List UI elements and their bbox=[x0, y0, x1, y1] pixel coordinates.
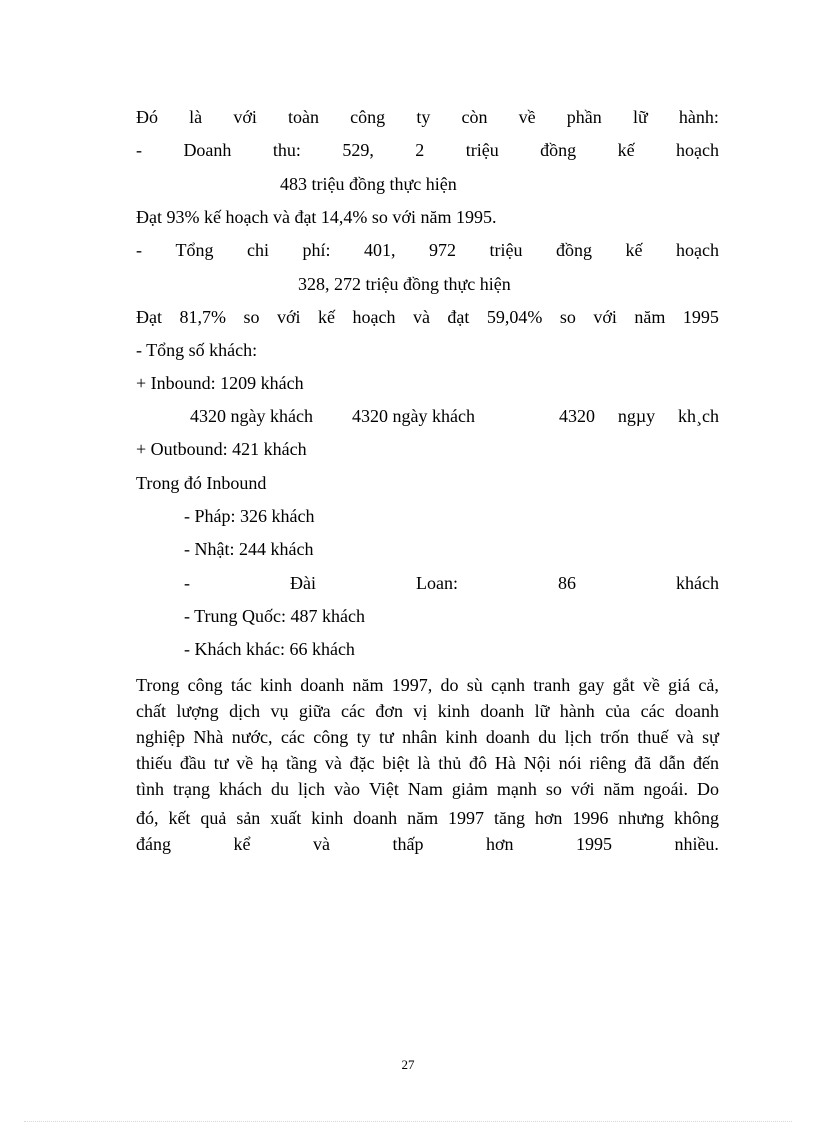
word: năm bbox=[603, 779, 635, 799]
word: về bbox=[518, 107, 536, 127]
word: đạt bbox=[447, 307, 470, 327]
text-line-revenue-plan bbox=[136, 139, 719, 161]
word: lịch bbox=[297, 779, 325, 799]
word: doanh bbox=[480, 701, 525, 721]
word: Việt bbox=[368, 779, 399, 799]
word: hơn bbox=[534, 808, 563, 828]
word: ty bbox=[416, 107, 431, 127]
word: thấp bbox=[392, 834, 424, 854]
word: hơn bbox=[485, 834, 514, 854]
word: tình bbox=[136, 779, 165, 799]
word: 1996 bbox=[572, 808, 609, 828]
text-line-company-summary bbox=[136, 106, 719, 128]
text-line-outbound: + Outbound: 421 khách bbox=[136, 439, 307, 459]
word: phần bbox=[566, 107, 602, 127]
word: gắt bbox=[612, 675, 635, 695]
word: và bbox=[412, 307, 430, 327]
word: Hà bbox=[494, 753, 516, 773]
word: so bbox=[559, 307, 576, 327]
word: đặc bbox=[349, 753, 375, 773]
paragraph-line bbox=[136, 672, 719, 698]
word: sản bbox=[236, 808, 261, 828]
word: kinh bbox=[445, 727, 478, 747]
word: hạ bbox=[261, 753, 279, 773]
word: kể bbox=[233, 834, 251, 854]
word: 86 bbox=[558, 573, 576, 593]
word: và bbox=[324, 753, 342, 773]
word: Đó bbox=[136, 107, 158, 127]
word: khách bbox=[676, 573, 719, 593]
page-edge-divider bbox=[24, 1121, 792, 1122]
word: vị bbox=[413, 701, 428, 721]
word: kết bbox=[168, 808, 191, 828]
text-guest-days-3 bbox=[559, 405, 719, 427]
word: 401, bbox=[364, 240, 396, 260]
word: giá bbox=[668, 675, 691, 695]
word: với bbox=[276, 307, 301, 327]
word: Nội bbox=[523, 753, 551, 773]
word: kế bbox=[317, 307, 335, 327]
word: đồng bbox=[540, 140, 577, 160]
word: là bbox=[417, 753, 431, 773]
word: doanh bbox=[674, 701, 719, 721]
word: triệu bbox=[465, 140, 499, 160]
paragraph-line bbox=[136, 776, 719, 802]
word: kh¸ch bbox=[678, 406, 719, 426]
word: so bbox=[545, 779, 562, 799]
list-item-france: - Pháp: 326 khách bbox=[184, 506, 315, 526]
word: không bbox=[674, 808, 719, 828]
word: nhân bbox=[402, 727, 438, 747]
word: triệu bbox=[489, 240, 523, 260]
word: đó, bbox=[136, 808, 159, 828]
list-item-other: - Khách khác: 66 khách bbox=[184, 639, 355, 659]
word: gay bbox=[578, 675, 605, 695]
word: Tổng bbox=[175, 240, 214, 260]
word: Do bbox=[696, 779, 719, 799]
word: công bbox=[187, 675, 223, 695]
paragraph-line bbox=[136, 805, 719, 831]
word: các bbox=[341, 701, 366, 721]
word: lượng bbox=[176, 701, 219, 721]
list-item-taiwan bbox=[184, 572, 719, 594]
word: kinh bbox=[260, 675, 293, 695]
word: hành bbox=[559, 701, 595, 721]
word: kế bbox=[617, 140, 635, 160]
word: du bbox=[270, 779, 289, 799]
paragraph-business-1997 bbox=[136, 672, 719, 857]
word: nhiều. bbox=[674, 834, 719, 854]
word: tư bbox=[379, 727, 394, 747]
word: thu: bbox=[272, 140, 301, 160]
word: do bbox=[440, 675, 459, 695]
word: sự bbox=[702, 727, 719, 747]
word: nhưng bbox=[618, 808, 665, 828]
word: quả bbox=[200, 808, 227, 828]
word: vào bbox=[333, 779, 360, 799]
word: hoạch bbox=[676, 240, 719, 260]
word: giảm bbox=[451, 779, 488, 799]
word: kinh bbox=[311, 808, 344, 828]
word: 59,04% bbox=[486, 307, 543, 327]
word: đáng bbox=[136, 834, 171, 854]
word: Đạt bbox=[136, 307, 162, 327]
word: riêng bbox=[589, 753, 627, 773]
word: Doanh bbox=[183, 140, 232, 160]
word: năm bbox=[634, 307, 666, 327]
word: ngµy bbox=[617, 406, 656, 426]
word: - bbox=[136, 140, 142, 160]
text-line-revenue-actual: 483 triệu đồng thực hiện bbox=[280, 174, 457, 194]
word: về bbox=[236, 753, 254, 773]
word: với bbox=[570, 779, 595, 799]
word: với bbox=[593, 307, 617, 327]
word: hoạch bbox=[352, 307, 396, 327]
word: các bbox=[280, 727, 305, 747]
text-line-inbound-breakdown: Trong đó Inbound bbox=[136, 473, 267, 493]
word: Trong bbox=[136, 675, 180, 695]
word: dịch bbox=[229, 701, 261, 721]
word: mạnh bbox=[496, 779, 537, 799]
word: và bbox=[676, 727, 694, 747]
word: đơn bbox=[375, 701, 403, 721]
word: so bbox=[243, 307, 260, 327]
word: lịch bbox=[564, 727, 592, 747]
word: thiếu bbox=[136, 753, 172, 773]
word: 529, bbox=[342, 140, 374, 160]
word: ty bbox=[356, 727, 371, 747]
paragraph-line bbox=[136, 750, 719, 776]
word: 1995 bbox=[682, 307, 719, 327]
word: - bbox=[184, 573, 190, 593]
word: lữ bbox=[632, 107, 648, 127]
word: sù bbox=[466, 675, 483, 695]
text-line-total-guests: - Tổng số khách: bbox=[136, 340, 258, 360]
word: đô bbox=[469, 753, 488, 773]
word: tư bbox=[213, 753, 229, 773]
word: kinh bbox=[437, 701, 470, 721]
word: hoạch bbox=[676, 140, 719, 160]
word: là bbox=[189, 107, 203, 127]
word: tác bbox=[230, 675, 252, 695]
word: 1995 bbox=[575, 834, 612, 854]
list-item-japan: - Nhật: 244 khách bbox=[184, 539, 314, 559]
word: ngoái. bbox=[643, 779, 688, 799]
word: nghiệp bbox=[136, 727, 185, 747]
word: đến bbox=[692, 753, 719, 773]
word: vụ bbox=[270, 701, 289, 721]
word: lữ bbox=[534, 701, 550, 721]
word: năm bbox=[407, 808, 439, 828]
word: của bbox=[605, 701, 631, 721]
word: chi bbox=[247, 240, 269, 260]
word: hành: bbox=[678, 107, 719, 127]
word: trạng bbox=[173, 779, 210, 799]
word: doanh bbox=[300, 675, 345, 695]
word: biệt bbox=[382, 753, 410, 773]
word: với bbox=[233, 107, 257, 127]
word: nước, bbox=[231, 727, 273, 747]
word: doanh bbox=[353, 808, 398, 828]
text-guest-days-2: 4320 ngày khách bbox=[352, 406, 475, 426]
word: chất bbox=[136, 701, 166, 721]
word: toàn bbox=[288, 107, 319, 127]
word: 4320 bbox=[559, 406, 595, 426]
word: 2 bbox=[415, 140, 425, 160]
word: Nhà bbox=[193, 727, 224, 747]
text-line-cost-plan bbox=[136, 239, 719, 261]
word: công bbox=[313, 727, 349, 747]
word: còn bbox=[461, 107, 488, 127]
text-line-revenue-percent: Đạt 93% kế hoạch và đạt 14,4% so với năm 1995. bbox=[136, 207, 497, 227]
word: - bbox=[136, 240, 142, 260]
word: 1997 bbox=[448, 808, 485, 828]
text-line-inbound: + Inbound: 1209 khách bbox=[136, 373, 304, 393]
word: đồng bbox=[556, 240, 593, 260]
word: kế bbox=[625, 240, 643, 260]
paragraph-line bbox=[136, 724, 719, 750]
word: cạnh bbox=[490, 675, 525, 695]
word: Nam bbox=[407, 779, 443, 799]
text-line-cost-percent bbox=[136, 306, 719, 328]
word: giữa bbox=[298, 701, 331, 721]
word: đầu bbox=[179, 753, 206, 773]
word: về bbox=[642, 675, 660, 695]
word: 1997, bbox=[391, 675, 433, 695]
word: dẫn bbox=[659, 753, 686, 773]
word: tầng bbox=[285, 753, 317, 773]
word: phí: bbox=[302, 240, 331, 260]
word: tăng bbox=[493, 808, 525, 828]
word: xuất bbox=[270, 808, 302, 828]
word: Đài bbox=[290, 573, 316, 593]
word: cả, bbox=[698, 675, 719, 695]
word: khách bbox=[219, 779, 262, 799]
word: nói bbox=[558, 753, 582, 773]
page-number: 27 bbox=[401, 1057, 415, 1072]
word: năm bbox=[352, 675, 384, 695]
word: tranh bbox=[533, 675, 571, 695]
word: và bbox=[312, 834, 330, 854]
list-item-china: - Trung Quốc: 487 khách bbox=[184, 606, 365, 626]
word: thuế bbox=[637, 727, 669, 747]
word: 81,7% bbox=[179, 307, 226, 327]
text-line-cost-actual: 328, 272 triệu đồng thực hiện bbox=[298, 274, 511, 294]
text-guest-days-1: 4320 ngày khách bbox=[190, 406, 313, 426]
word: thủ bbox=[438, 753, 462, 773]
word: đã bbox=[634, 753, 652, 773]
word: các bbox=[640, 701, 665, 721]
word: trốn bbox=[600, 727, 630, 747]
word: Loan: bbox=[416, 573, 458, 593]
word: doanh bbox=[485, 727, 530, 747]
paragraph-line bbox=[136, 698, 719, 724]
word: 972 bbox=[429, 240, 457, 260]
word: du bbox=[538, 727, 557, 747]
word: công bbox=[350, 107, 386, 127]
paragraph-line bbox=[136, 831, 719, 857]
